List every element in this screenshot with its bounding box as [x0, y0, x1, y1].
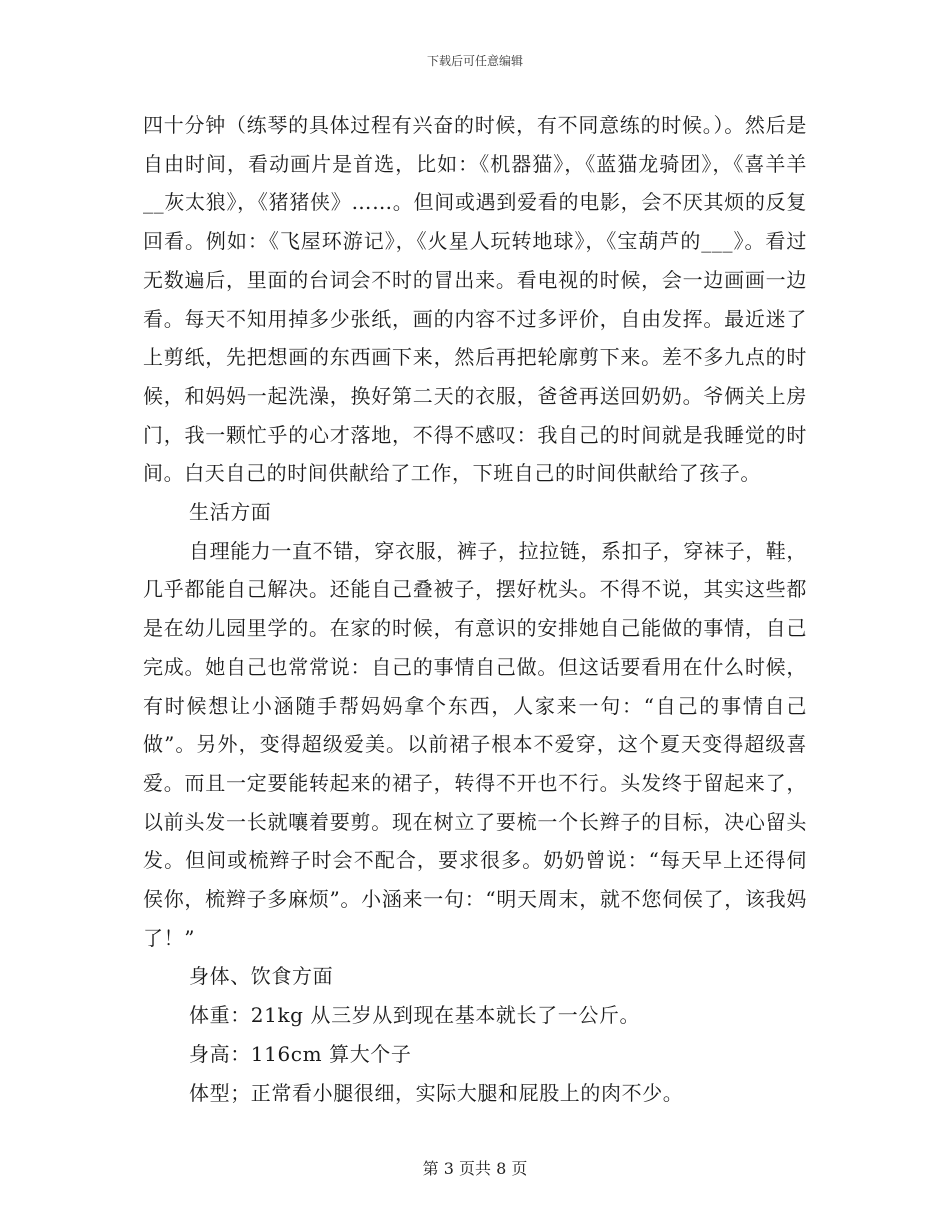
- page-footer: 第 3 页共 8 页: [422, 1159, 528, 1178]
- page-header: 下载后可任意编辑: [426, 54, 523, 68]
- paragraph-body-shape: 体型；正常看小腿很细，实际大腿和屁股上的肉不少。: [189, 1080, 684, 1105]
- section-heading-health: 身体、饮食方面: [189, 964, 334, 989]
- section-heading-life: 生活方面: [189, 500, 272, 525]
- paragraph-self-care: 自理能力一直不错，穿衣服，裤子，拉拉链，系扣子，穿袜子，鞋，几乎都能自己解决。还能自己叠被子，摆好枕头。不得不说，其实这些都是在幼儿园里学的。在家的时候，有意识的安排她自己能做的事情，自己完成。她自己也常常说：自己的事情自己做。但这话要看用在什么时候，有时候想让小涵随手帮妈妈拿个东西，人家来一句：“自己的事情自己做”。另外，变得超级爱美。以前裙子根本不爱穿，这个夏天变得超级喜爱。而且一定要能转起来的裙子，转得不开也不行。头发终于留起来了，以前头发一长就嚷着要剪。现在树立了要梳一个长辫子的目标，决心留头发。但间或梳辫子时会不配合，要求很多。奶奶曾说：“每天早上还得伺侯你，梳辫子多麻烦”。小涵来一句：“明天周末，就不您伺侯了，该我妈了！”: [143, 538, 807, 950]
- paragraph-weight: 体重：21kg 从三岁从到现在基本就长了一公斤。: [189, 1003, 641, 1028]
- document-body: [143, 106, 807, 1112]
- paragraph-height: 身高：116cm 算大个子: [189, 1041, 412, 1066]
- paragraph-free-time: 四十分钟（练琴的具体过程有兴奋的时候，有不同意练的时候。）。然后是自由时间，看动画片是首选，比如：《机器猫》，《蓝猫龙骑团》，《喜羊羊__灰太狼》，《猪猪侠》……。但间或遇到爱看的电影，会不厌其烦的反复回看。例如：《飞屋环游记》，《火星人玩转地球》，《宝葫芦的___》。看过无数遍后，里面的台词会不时的冒出来。看电视的时候，会一边画画一边看。每天不知用掉多少张纸，画的内容不过多评价，自由发挥。最近迷了上剪纸，先把想画的东西画下来，然后再把轮廓剪下来。差不多九点的时候，和妈妈一起洗澡，换好第二天的衣服，爸爸再送回奶奶。爷俩关上房门，我一颗忙乎的心才落地，不得不感叹：我自己的时间就是我睡觉的时间。白天自己的时间供献给了工作，下班自己的时间供献给了孩子。: [143, 113, 807, 486]
